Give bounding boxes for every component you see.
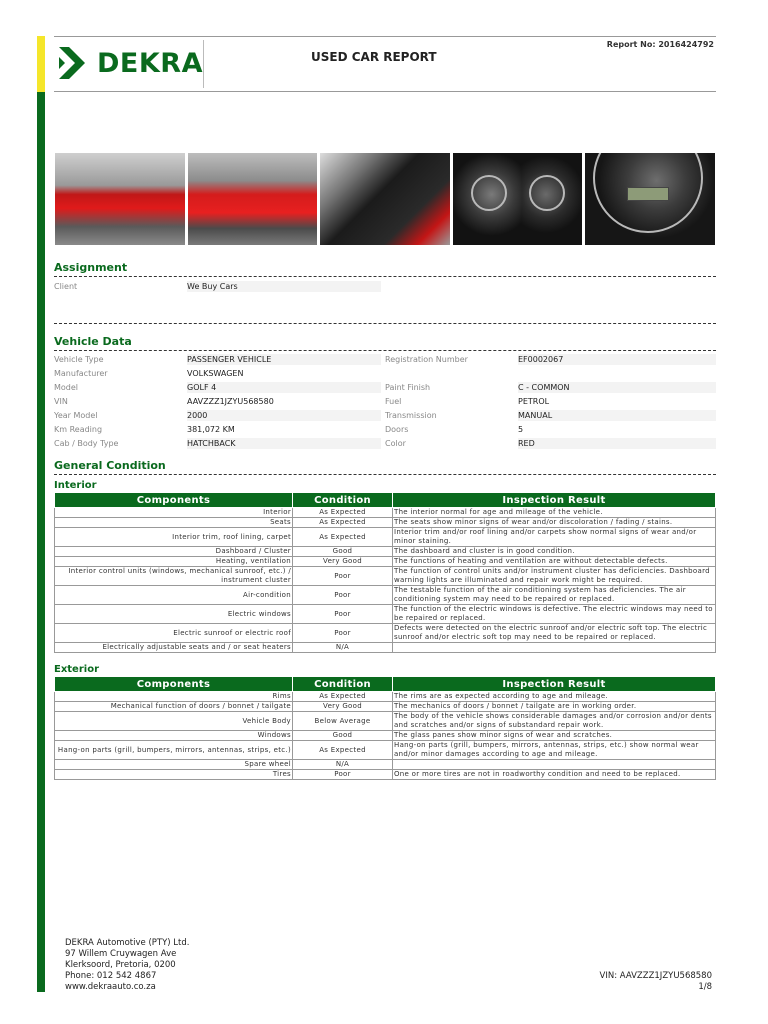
table-row — [55, 741, 716, 760]
result-cell: The glass panes show minor signs of wear and scratches. — [393, 731, 716, 741]
component-cell: Air-condition — [55, 586, 293, 605]
vehicle-field-label: Transmission — [385, 410, 437, 420]
table-row — [55, 731, 716, 741]
page-number: 1/8 — [698, 982, 712, 992]
vehicle-row — [54, 352, 716, 366]
photo-rear — [188, 153, 318, 245]
component-cell: Electrically adjustable seats and / or seat heaters — [55, 643, 293, 653]
photo-interior — [320, 153, 450, 245]
condition-cell: Poor — [293, 605, 393, 624]
component-cell: Electric sunroof or electric roof — [55, 624, 293, 643]
vehicle-field-value: 2000 — [187, 410, 381, 421]
client-row — [54, 279, 716, 293]
footer-address-line2: Klerksoord, Pretoria, 0200 — [65, 960, 176, 970]
vehicle-row — [54, 436, 716, 450]
result-cell: The interior normal for age and mileage of the vehicle. — [393, 508, 716, 518]
vehicle-data-section — [54, 335, 716, 450]
photo-odometer — [585, 153, 715, 245]
condition-cell: As Expected — [293, 528, 393, 547]
condition-cell: As Expected — [293, 692, 393, 702]
vehicle-field-label: Doors — [385, 424, 409, 434]
component-cell: Spare wheel — [55, 760, 293, 770]
footer-vin-block — [600, 971, 712, 993]
table-row — [55, 567, 716, 586]
vehicle-field-value: PETROL — [518, 396, 550, 406]
page-title: USED CAR REPORT — [311, 50, 437, 64]
component-cell: Hang-on parts (grill, bumpers, mirrors, antennas, strips, etc.) — [55, 741, 293, 760]
footer-website[interactable]: www.dekraauto.co.za — [65, 982, 156, 992]
table-row — [55, 518, 716, 528]
exterior-table — [54, 676, 716, 780]
vehicle-row — [54, 422, 716, 436]
footer-company: DEKRA Automotive (PTY) Ltd. — [65, 938, 190, 948]
vehicle-field-value: PASSENGER VEHICLE — [187, 354, 381, 365]
condition-cell: N/A — [293, 760, 393, 770]
col-condition: Condition — [293, 677, 393, 692]
col-result: Inspection Result — [393, 493, 716, 508]
result-cell: Interior trim and/or roof lining and/or carpets show normal signs of wear and/or minor staining. — [393, 528, 716, 547]
accent-bar-green — [37, 92, 45, 992]
condition-cell: Poor — [293, 770, 393, 780]
component-cell: Seats — [55, 518, 293, 528]
vehicle-row — [54, 394, 716, 408]
dekra-logo-icon — [57, 45, 89, 81]
condition-cell: Below Average — [293, 712, 393, 731]
component-cell: Rims — [55, 692, 293, 702]
vehicle-field-value: MANUAL — [518, 410, 716, 421]
result-cell: The testable function of the air conditioning system has deficiencies. The air conditioning system may need to be repaired or replaced. — [393, 586, 716, 605]
table-row — [55, 692, 716, 702]
exterior-section — [54, 664, 716, 780]
table-row — [55, 702, 716, 712]
col-condition: Condition — [293, 493, 393, 508]
footer-address-line1: 97 Willem Cruywagen Ave — [65, 949, 177, 959]
vehicle-field-value: AAVZZZ1JZYU568580 — [187, 396, 274, 406]
table-row — [55, 547, 716, 557]
vehicle-field-value: 381,072 KM — [187, 424, 235, 434]
vehicle-field-label: Fuel — [385, 396, 402, 406]
vehicle-field-label: Color — [385, 438, 406, 448]
dekra-logo — [57, 44, 203, 82]
component-cell: Interior trim, roof lining, carpet — [55, 528, 293, 547]
footer-phone: Phone: 012 542 4867 — [65, 971, 157, 981]
vehicle-photos — [55, 153, 715, 245]
vehicle-field-label: Paint Finish — [385, 382, 431, 392]
component-cell: Tires — [55, 770, 293, 780]
component-cell: Windows — [55, 731, 293, 741]
col-components: Components — [55, 677, 293, 692]
result-cell: The functions of heating and ventilation are without detectable defects. — [393, 557, 716, 567]
vehicle-field-value: RED — [518, 438, 716, 449]
report-number: Report No: 2016424792 — [606, 40, 714, 49]
result-cell: The dashboard and cluster is in good condition. — [393, 547, 716, 557]
col-result: Inspection Result — [393, 677, 716, 692]
footer-address — [65, 938, 189, 993]
condition-cell: Poor — [293, 624, 393, 643]
vehicle-row — [54, 408, 716, 422]
condition-cell: Poor — [293, 586, 393, 605]
result-cell: The function of the electric windows is defective. The electric windows may need to be repaired or replaced. — [393, 605, 716, 624]
vehicle-field-value: VOLKSWAGEN — [187, 368, 244, 378]
condition-cell: N/A — [293, 643, 393, 653]
general-condition-section — [54, 459, 716, 475]
vehicle-field-value — [518, 368, 716, 379]
table-row — [55, 605, 716, 624]
condition-cell: As Expected — [293, 518, 393, 528]
footer-vin: VIN: AAVZZZ1JZYU568580 — [599, 971, 712, 981]
result-cell: The mechanics of doors / bonnet / tailgate are in working order. — [393, 702, 716, 712]
exterior-title: Exterior — [54, 664, 100, 675]
condition-cell: Poor — [293, 567, 393, 586]
table-row — [55, 760, 716, 770]
vehicle-field-label: Vehicle Type — [54, 354, 104, 364]
general-condition-title: General Condition — [54, 459, 716, 475]
result-cell: The function of control units and/or instrument cluster has deficiencies. Dashboard warning lights are illuminated and repair work might be required. — [393, 567, 716, 586]
interior-table — [54, 492, 716, 653]
result-cell — [393, 643, 716, 653]
component-cell: Electric windows — [55, 605, 293, 624]
header-separator — [203, 40, 204, 88]
component-cell: Interior — [55, 508, 293, 518]
vehicle-field-value: C - COMMON — [518, 382, 716, 393]
vehicle-data-title: Vehicle Data — [54, 335, 716, 351]
vehicle-row — [54, 366, 716, 380]
condition-cell: Very Good — [293, 557, 393, 567]
vehicle-field-label: Km Reading — [54, 424, 103, 434]
table-row — [55, 770, 716, 780]
assignment-title: Assignment — [54, 261, 716, 277]
header-rule-top — [54, 36, 716, 37]
vehicle-field-label: Manufacturer — [54, 368, 108, 378]
condition-cell: As Expected — [293, 741, 393, 760]
vehicle-field-label: Year Model — [54, 410, 98, 420]
table-row — [55, 508, 716, 518]
col-components: Components — [55, 493, 293, 508]
component-cell: Interior control units (windows, mechanical sunroof, etc.) / instrument cluster — [55, 567, 293, 586]
client-value: We Buy Cars — [187, 281, 381, 292]
photo-dashboard — [453, 153, 583, 245]
vehicle-field-value: GOLF 4 — [187, 382, 381, 393]
result-cell: The body of the vehicle shows considerable damages and/or corrosion and/or dents and scratches and/or signs of substandard repair work. — [393, 712, 716, 731]
brand-name: DEKRA — [97, 47, 203, 79]
assignment-divider — [54, 323, 716, 324]
vehicle-field-label: VIN — [54, 396, 68, 406]
vehicle-field-label: Model — [54, 382, 79, 392]
table-row — [55, 528, 716, 547]
component-cell: Vehicle Body — [55, 712, 293, 731]
result-cell: One or more tires are not in roadworthy condition and need to be replaced. — [393, 770, 716, 780]
table-row — [55, 624, 716, 643]
photo-front — [55, 153, 185, 245]
condition-cell: Good — [293, 547, 393, 557]
condition-cell: Very Good — [293, 702, 393, 712]
component-cell: Dashboard / Cluster — [55, 547, 293, 557]
table-row — [55, 586, 716, 605]
vehicle-field-label: Cab / Body Type — [54, 438, 119, 448]
assignment-section — [54, 261, 716, 324]
vehicle-field-value: HATCHBACK — [187, 438, 381, 449]
component-cell: Heating, ventilation — [55, 557, 293, 567]
table-row — [55, 557, 716, 567]
vehicle-field-value: EF0002067 — [518, 354, 716, 365]
interior-title: Interior — [54, 480, 97, 491]
component-cell: Mechanical function of doors / bonnet / tailgate — [55, 702, 293, 712]
condition-cell: As Expected — [293, 508, 393, 518]
result-cell — [393, 760, 716, 770]
client-label: Client — [54, 281, 78, 291]
result-cell: Defects were detected on the electric sunroof and/or electric soft top. The electric sunroof and/or electric soft top may need to be repaired or replaced. — [393, 624, 716, 643]
condition-cell: Good — [293, 731, 393, 741]
accent-bar-yellow — [37, 36, 45, 92]
result-cell: Hang-on parts (grill, bumpers, mirrors, antennas, strips, etc.) show normal wear and/or minor damages according to age and mileage. — [393, 741, 716, 760]
result-cell: The seats show minor signs of wear and/or discoloration / fading / stains. — [393, 518, 716, 528]
vehicle-field-label: Registration Number — [385, 354, 468, 364]
result-cell: The rims are as expected according to age and mileage. — [393, 692, 716, 702]
table-row — [55, 643, 716, 653]
vehicle-field-value: 5 — [518, 424, 524, 434]
table-row — [55, 712, 716, 731]
interior-section — [54, 480, 716, 653]
vehicle-row — [54, 380, 716, 394]
header-rule-bottom — [54, 91, 716, 92]
